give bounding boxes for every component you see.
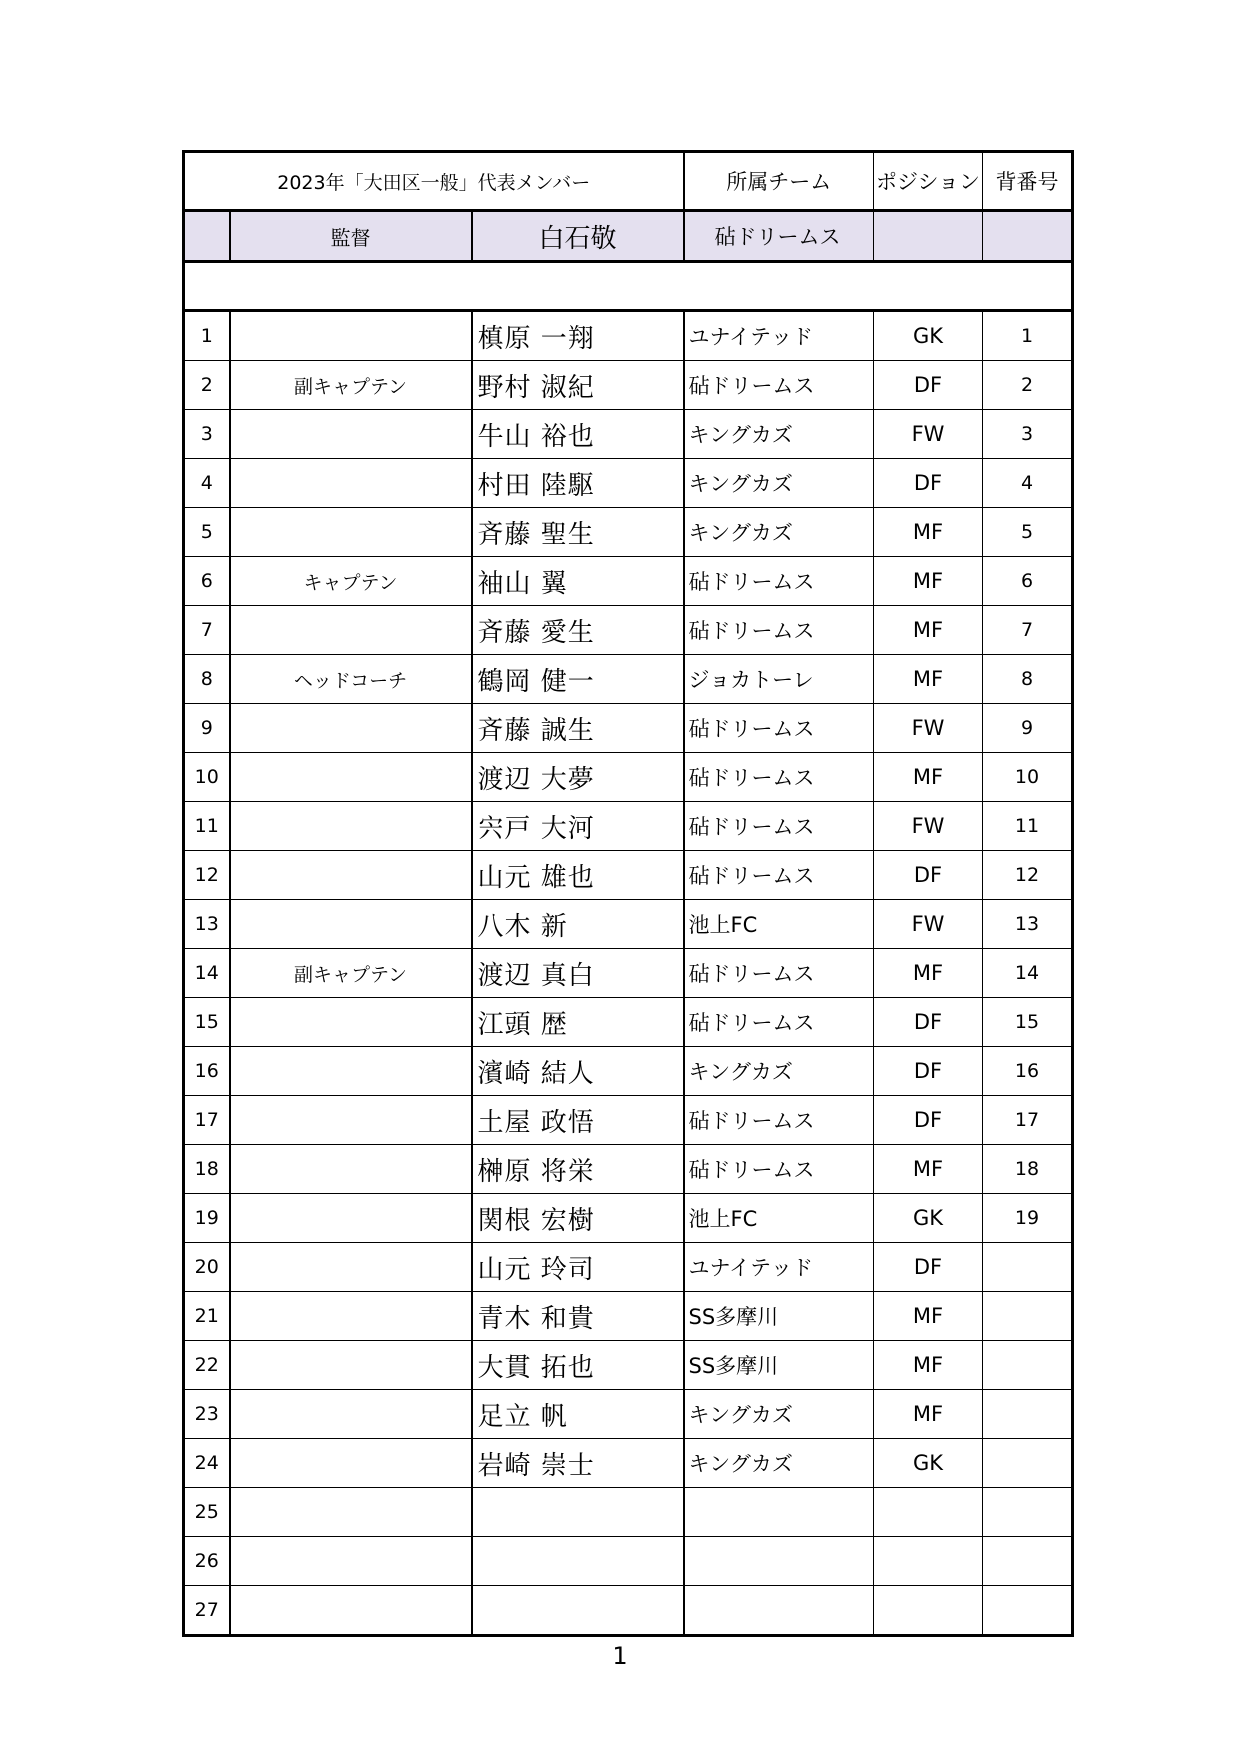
row-team: 砧ドリームス — [684, 1145, 874, 1194]
row-uniform-number — [983, 1390, 1073, 1439]
row-number: 15 — [184, 998, 230, 1047]
row-number: 23 — [184, 1390, 230, 1439]
table-row — [184, 753, 1073, 802]
number-column-header: 背番号 — [983, 152, 1073, 211]
row-position — [874, 1488, 983, 1537]
roster-title: 2023年「大田区一般」代表メンバー — [184, 152, 684, 211]
table-row — [184, 998, 1073, 1047]
row-role — [230, 459, 472, 508]
row-position: DF — [874, 851, 983, 900]
row-team: キングカズ — [684, 1047, 874, 1096]
row-role — [230, 802, 472, 851]
table-row — [184, 1194, 1073, 1243]
row-uniform-number: 9 — [983, 704, 1073, 753]
row-name: 濱崎 結人 — [472, 1047, 684, 1096]
row-role — [230, 1145, 472, 1194]
row-team: キングカズ — [684, 1390, 874, 1439]
row-number: 26 — [184, 1537, 230, 1586]
row-team: 池上FC — [684, 900, 874, 949]
row-uniform-number: 3 — [983, 410, 1073, 459]
row-uniform-number — [983, 1537, 1073, 1586]
row-name: 青木 和貴 — [472, 1292, 684, 1341]
row-name: 山元 雄也 — [472, 851, 684, 900]
row-role — [230, 1194, 472, 1243]
row-uniform-number: 8 — [983, 655, 1073, 704]
row-number: 17 — [184, 1096, 230, 1145]
row-team: 砧ドリームス — [684, 704, 874, 753]
row-role — [230, 1537, 472, 1586]
row-uniform-number: 4 — [983, 459, 1073, 508]
table-row — [184, 410, 1073, 459]
row-position: DF — [874, 1096, 983, 1145]
table-row — [184, 557, 1073, 606]
row-name: 土屋 政悟 — [472, 1096, 684, 1145]
row-team: 砧ドリームス — [684, 802, 874, 851]
row-team — [684, 1537, 874, 1586]
row-team: キングカズ — [684, 410, 874, 459]
row-number: 9 — [184, 704, 230, 753]
position-column-header: ポジション — [874, 152, 983, 211]
row-name: 江頭 歴 — [472, 998, 684, 1047]
row-role — [230, 1096, 472, 1145]
row-uniform-number: 15 — [983, 998, 1073, 1047]
row-name: 榊原 将栄 — [472, 1145, 684, 1194]
table-row — [184, 802, 1073, 851]
row-number: 8 — [184, 655, 230, 704]
table-row — [184, 1047, 1073, 1096]
manager-role: 監督 — [230, 211, 472, 262]
row-uniform-number: 18 — [983, 1145, 1073, 1194]
row-number: 1 — [184, 311, 230, 361]
row-name: 宍戸 大河 — [472, 802, 684, 851]
row-number: 7 — [184, 606, 230, 655]
row-name: 大貫 拓也 — [472, 1341, 684, 1390]
table-row — [184, 1439, 1073, 1488]
table-row — [184, 1586, 1073, 1636]
row-name: 袖山 翼 — [472, 557, 684, 606]
row-uniform-number: 12 — [983, 851, 1073, 900]
spacer-row — [184, 262, 1073, 311]
table-row — [184, 655, 1073, 704]
row-role — [230, 1439, 472, 1488]
row-role — [230, 753, 472, 802]
manager-position-cell — [874, 211, 983, 262]
row-position — [874, 1537, 983, 1586]
row-uniform-number: 17 — [983, 1096, 1073, 1145]
row-name — [472, 1586, 684, 1636]
row-position: DF — [874, 1047, 983, 1096]
row-name: 関根 宏樹 — [472, 1194, 684, 1243]
row-number: 20 — [184, 1243, 230, 1292]
row-uniform-number: 14 — [983, 949, 1073, 998]
row-position: DF — [874, 998, 983, 1047]
row-name: 村田 陸駆 — [472, 459, 684, 508]
row-number: 13 — [184, 900, 230, 949]
row-number: 14 — [184, 949, 230, 998]
row-role — [230, 1047, 472, 1096]
table-row — [184, 311, 1073, 361]
row-role — [230, 851, 472, 900]
team-column-header: 所属チーム — [684, 152, 874, 211]
row-position: GK — [874, 311, 983, 361]
row-uniform-number — [983, 1586, 1073, 1636]
row-uniform-number — [983, 1292, 1073, 1341]
row-number: 3 — [184, 410, 230, 459]
row-role — [230, 1390, 472, 1439]
row-team: 池上FC — [684, 1194, 874, 1243]
manager-row — [184, 211, 1073, 262]
row-number: 21 — [184, 1292, 230, 1341]
row-role — [230, 1243, 472, 1292]
row-position: MF — [874, 557, 983, 606]
row-uniform-number — [983, 1243, 1073, 1292]
row-name: 斉藤 誠生 — [472, 704, 684, 753]
row-uniform-number: 5 — [983, 508, 1073, 557]
row-team: キングカズ — [684, 1439, 874, 1488]
row-team: SS多摩川 — [684, 1292, 874, 1341]
row-role — [230, 1341, 472, 1390]
row-role — [230, 1488, 472, 1537]
row-name: 槙原 一翔 — [472, 311, 684, 361]
row-role: 副キャプテン — [230, 361, 472, 410]
page-number: 1 — [612, 1642, 628, 1670]
row-uniform-number: 10 — [983, 753, 1073, 802]
table-row — [184, 1341, 1073, 1390]
table-row — [184, 900, 1073, 949]
row-position: MF — [874, 1341, 983, 1390]
manager-team: 砧ドリームス — [684, 211, 874, 262]
row-team: キングカズ — [684, 508, 874, 557]
row-number: 11 — [184, 802, 230, 851]
row-number: 24 — [184, 1439, 230, 1488]
row-position: DF — [874, 361, 983, 410]
row-number: 25 — [184, 1488, 230, 1537]
row-position: FW — [874, 704, 983, 753]
row-role — [230, 311, 472, 361]
row-role — [230, 900, 472, 949]
row-position: FW — [874, 410, 983, 459]
row-number: 10 — [184, 753, 230, 802]
row-name: 岩崎 崇士 — [472, 1439, 684, 1488]
table-row — [184, 361, 1073, 410]
row-uniform-number — [983, 1341, 1073, 1390]
row-team: 砧ドリームス — [684, 949, 874, 998]
row-uniform-number: 7 — [983, 606, 1073, 655]
header-row — [184, 152, 1073, 211]
table-row — [184, 1243, 1073, 1292]
row-name — [472, 1537, 684, 1586]
row-position — [874, 1586, 983, 1636]
row-name: 斉藤 聖生 — [472, 508, 684, 557]
row-team: 砧ドリームス — [684, 606, 874, 655]
row-team: 砧ドリームス — [684, 753, 874, 802]
spacer-cell — [184, 262, 1073, 311]
row-name — [472, 1488, 684, 1537]
row-role: ヘッドコーチ — [230, 655, 472, 704]
row-team: 砧ドリームス — [684, 361, 874, 410]
row-number: 27 — [184, 1586, 230, 1636]
manager-number-cell — [983, 211, 1073, 262]
table-row — [184, 1537, 1073, 1586]
row-position: MF — [874, 655, 983, 704]
row-role — [230, 606, 472, 655]
row-name: 渡辺 真白 — [472, 949, 684, 998]
row-team: キングカズ — [684, 459, 874, 508]
row-team: 砧ドリームス — [684, 557, 874, 606]
row-name: 渡辺 大夢 — [472, 753, 684, 802]
row-role — [230, 410, 472, 459]
row-position: MF — [874, 949, 983, 998]
row-team — [684, 1488, 874, 1537]
row-uniform-number: 2 — [983, 361, 1073, 410]
row-name: 山元 玲司 — [472, 1243, 684, 1292]
row-team: 砧ドリームス — [684, 1096, 874, 1145]
row-position: FW — [874, 900, 983, 949]
manager-no-cell — [184, 211, 230, 262]
row-position: GK — [874, 1194, 983, 1243]
row-team — [684, 1586, 874, 1636]
row-position: MF — [874, 1292, 983, 1341]
table-row — [184, 606, 1073, 655]
row-name: 斉藤 愛生 — [472, 606, 684, 655]
row-position: MF — [874, 606, 983, 655]
row-number: 19 — [184, 1194, 230, 1243]
row-position: DF — [874, 1243, 983, 1292]
manager-name: 白石敬 — [472, 211, 684, 262]
row-role — [230, 704, 472, 753]
row-team: ユナイテッド — [684, 1243, 874, 1292]
row-number: 22 — [184, 1341, 230, 1390]
row-position: FW — [874, 802, 983, 851]
row-number: 5 — [184, 508, 230, 557]
row-role — [230, 998, 472, 1047]
row-name: 足立 帆 — [472, 1390, 684, 1439]
row-uniform-number: 13 — [983, 900, 1073, 949]
row-position: MF — [874, 1145, 983, 1194]
row-team: SS多摩川 — [684, 1341, 874, 1390]
row-uniform-number: 6 — [983, 557, 1073, 606]
table-row — [184, 459, 1073, 508]
row-role — [230, 1586, 472, 1636]
row-uniform-number: 11 — [983, 802, 1073, 851]
row-uniform-number: 19 — [983, 1194, 1073, 1243]
row-name: 牛山 裕也 — [472, 410, 684, 459]
table-row — [184, 1292, 1073, 1341]
row-position: GK — [874, 1439, 983, 1488]
row-position: DF — [874, 459, 983, 508]
row-name: 八木 新 — [472, 900, 684, 949]
row-uniform-number: 16 — [983, 1047, 1073, 1096]
row-team: 砧ドリームス — [684, 998, 874, 1047]
table-row — [184, 704, 1073, 753]
row-number: 16 — [184, 1047, 230, 1096]
row-number: 6 — [184, 557, 230, 606]
row-number: 18 — [184, 1145, 230, 1194]
row-number: 12 — [184, 851, 230, 900]
row-number: 4 — [184, 459, 230, 508]
roster-table — [182, 150, 1074, 1637]
row-role — [230, 508, 472, 557]
row-uniform-number: 1 — [983, 311, 1073, 361]
table-row — [184, 1145, 1073, 1194]
row-number: 2 — [184, 361, 230, 410]
table-row — [184, 949, 1073, 998]
row-role: 副キャプテン — [230, 949, 472, 998]
row-role — [230, 1292, 472, 1341]
row-uniform-number — [983, 1488, 1073, 1537]
table-row — [184, 851, 1073, 900]
table-row — [184, 1096, 1073, 1145]
row-position: MF — [874, 753, 983, 802]
row-team: 砧ドリームス — [684, 851, 874, 900]
row-uniform-number — [983, 1439, 1073, 1488]
row-role: キャプテン — [230, 557, 472, 606]
row-name: 鶴岡 健一 — [472, 655, 684, 704]
table-row — [184, 508, 1073, 557]
row-team: ユナイテッド — [684, 311, 874, 361]
row-team: ジョカトーレ — [684, 655, 874, 704]
roster-body — [184, 152, 1073, 1636]
row-position: MF — [874, 508, 983, 557]
table-row — [184, 1390, 1073, 1439]
row-name: 野村 淑紀 — [472, 361, 684, 410]
table-row — [184, 1488, 1073, 1537]
row-position: MF — [874, 1390, 983, 1439]
